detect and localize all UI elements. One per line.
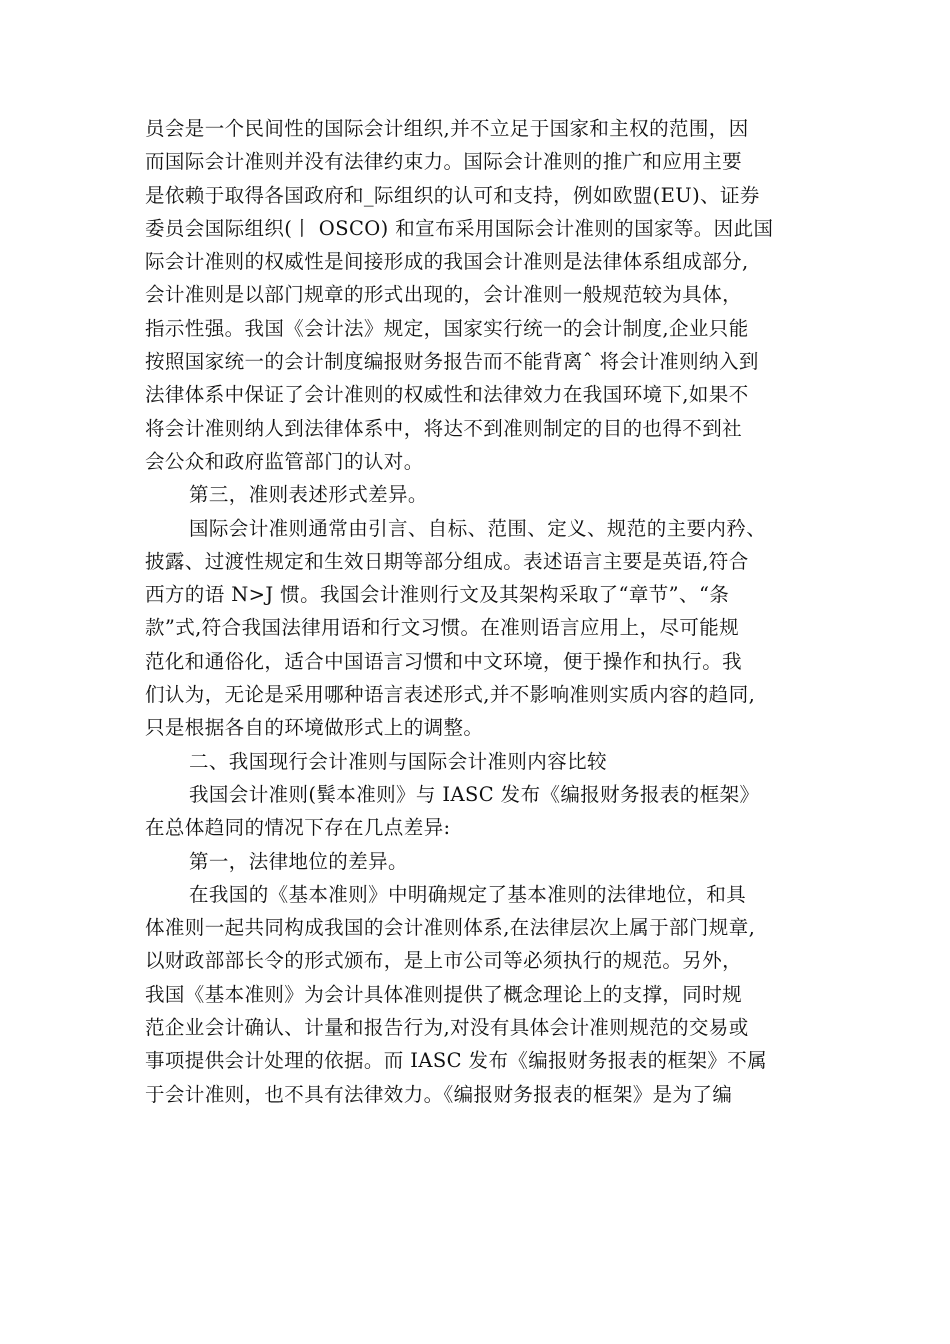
text-line: 第三，准则表述形式差异。 <box>189 483 428 507</box>
text-line: 国际会计准则通常由引言、自标、范围、定义、规范的主要内矜、 <box>189 516 767 540</box>
text-line: 范化和通俗化，适合中国语言习惯和中文环境，便于操作和执行。我 <box>145 649 743 673</box>
document-page <box>145 112 810 1111</box>
text-line: 只是根据各自的环境做形式上的调整。 <box>145 716 484 740</box>
text-line: 我国会计准则(髸本准则》与 IASC 发布《编报财务报表的框架》 <box>189 782 760 806</box>
text-line: 我国《基本准则》为会计具体准则提供了概念理论上的支撑，同时规 <box>145 982 743 1006</box>
text-line: 际会计准则的权威性是间接形成的我国会计准则是法律体系组成部分, <box>145 250 749 274</box>
text-line: 将会计准则纳人到法律体系中，将达不到准则制定的目的也得不到社 <box>145 416 743 440</box>
text-line: 指示性强。我国《会计法》规定，国家实行统一的会计制度,企业只能 <box>145 316 749 340</box>
text-line: 在总体趋同的情况下存在几点差异: <box>145 816 451 840</box>
text-line: 款”式,符合我国法律用语和行文习惯。在准则语言应用上，尽可能规 <box>145 616 740 640</box>
text-line: 西方的语 N>J 惯。我国会计淮则行文及其架构采取了“章节”、“条 <box>145 583 730 607</box>
text-line: 于会计准则，也不具有法律效力。《编报财务报表的框架》是为了编 <box>145 1082 733 1106</box>
text-line: 会计准则是以部门规章的形式出现的，会计准则一般规范较为具体， <box>145 283 743 307</box>
text-line: 范企业会计确认、计量和报告行为,对没有具体会计准则规范的交易或 <box>145 1016 749 1040</box>
text-line: 法律体系中保证了会计准则的权威性和法律效力在我国环境下,如果不 <box>145 383 749 407</box>
text-line: 披露、过渡性规定和生效日期等部分组成。表述语言主要是英语,符合 <box>145 549 749 573</box>
text-line: 在我国的《基本准则》中明确规定了基本准则的法律地位，和具 <box>189 882 747 906</box>
text-line: 以财政部部长令的形式颁布，是上市公司等必须执行的规范。另外， <box>145 949 743 973</box>
text-line: 而国际会计准则并没有法律约束力。国际会计准则的推广和应用主要 <box>145 150 743 174</box>
text-line: 体准则一起共同构成我国的会计准则体系,在法律层次上属于部门规章, <box>145 916 756 940</box>
text-line: 委员会国际组织(丨 OSCO) 和宣布采用国际会计准则的国家等。因此国 <box>145 216 774 240</box>
text-line: 按照国家统一的会计制度编报财务报告而不能背离ˆ 将会计准则纳入到 <box>145 350 759 374</box>
text-line: 们认为，无论是采用哪种语言表述形式,并不影响准则实质内容的趋同, <box>145 683 756 707</box>
text-line: 是依赖于取得各国政府和_际组织的认可和支持，例如欧盟(EU)、证券 <box>145 183 760 207</box>
text-line: 员会是一个民间性的国际会计组织,并不立足于国家和主权的范围，因 <box>145 117 749 140</box>
text-line: 第一，法律地位的差异。 <box>189 849 408 873</box>
text-line: 会公众和政府监管部门的认对。 <box>145 449 424 473</box>
text-line: 二、我国现行会计准则与国际会计准则内容比较 <box>189 749 607 773</box>
text-line: 事项提供会计处理的依据。而 IASC 发布《编报财务报表的框架》不属 <box>145 1049 768 1073</box>
